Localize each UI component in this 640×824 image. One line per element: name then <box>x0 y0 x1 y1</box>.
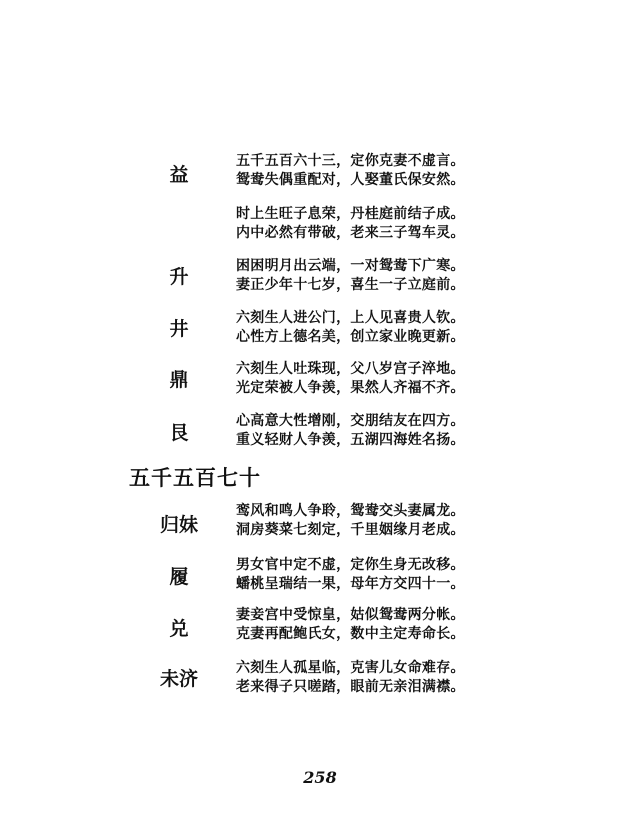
page-number: 258 <box>303 768 337 787</box>
entry-label: 兑 <box>169 618 189 640</box>
verse <box>236 152 465 190</box>
verse-line: 重义轻财人争羡，五湖四海姓名扬。 <box>236 432 465 448</box>
verse-line: 六刻生人吐珠现，父八岁宫子淬地。 <box>236 361 465 377</box>
verse-line: 六刻生人进公门，上人见喜贵人钦。 <box>236 310 465 326</box>
verse-line: 妻妾宫中受惊皇，姑似鸳鸯两分帐。 <box>236 607 465 623</box>
verse <box>236 360 465 398</box>
verse-line: 鸾风和鸣人争聆，鸳鸯交头妻属龙。 <box>236 503 465 519</box>
verse <box>236 556 465 594</box>
verse-line: 老来得子只嗟踏，眼前无亲泪满襟。 <box>236 679 465 695</box>
entry-label: 鼎 <box>169 369 189 391</box>
verse-line: 洞房葵菜七刻定，千里姻缘月老成。 <box>236 522 465 538</box>
verse <box>236 205 465 243</box>
verse <box>236 412 465 450</box>
verse-line: 蟠桃呈瑞结一果，母年方交四十一。 <box>236 576 465 592</box>
verse <box>236 606 465 644</box>
verse-line: 鸳鸯失偶重配对，人娶董氏保安然。 <box>236 172 465 188</box>
entry-label: 井 <box>169 318 189 340</box>
verse-line: 困困明月出云端，一对鸳鸯下广寒。 <box>236 258 465 274</box>
entry-label: 归妹 <box>159 514 198 536</box>
verse <box>236 257 465 295</box>
verse-line: 心性方上德名美，创立家业晚更新。 <box>236 329 465 345</box>
verse-line: 光定荣被人争羡，果然人齐福不齐。 <box>236 380 465 396</box>
verse-line: 五千五百六十三，定你克妻不虚言。 <box>236 153 465 169</box>
verse-line: 内中必然有带破，老来三子驾车灵。 <box>236 225 465 241</box>
verse-line: 心高意大性增刚，交朋结友在四方。 <box>236 413 465 429</box>
entry-label: 履 <box>169 566 189 588</box>
entry-label: 益 <box>169 164 189 186</box>
entry-label: 未济 <box>159 668 198 690</box>
verse <box>236 309 465 347</box>
verse <box>236 659 465 697</box>
entry-label: 艮 <box>169 422 189 444</box>
entry-label: 升 <box>169 266 189 288</box>
verse-line: 男女官中定不虚，定你生身无改移。 <box>236 557 465 573</box>
verse-line: 妻正少年十七岁，喜生一子立庭前。 <box>236 277 465 293</box>
section-heading: 五千五百七十 <box>129 465 261 490</box>
verse-line: 六刻生人孤星临，克害儿女命难存。 <box>236 660 465 676</box>
verse-line: 时上生旺子息荣，丹桂庭前结子成。 <box>236 206 465 222</box>
verse-line: 克妻再配鲍氏女，数中主定寿命长。 <box>236 626 465 642</box>
verse <box>236 502 465 540</box>
